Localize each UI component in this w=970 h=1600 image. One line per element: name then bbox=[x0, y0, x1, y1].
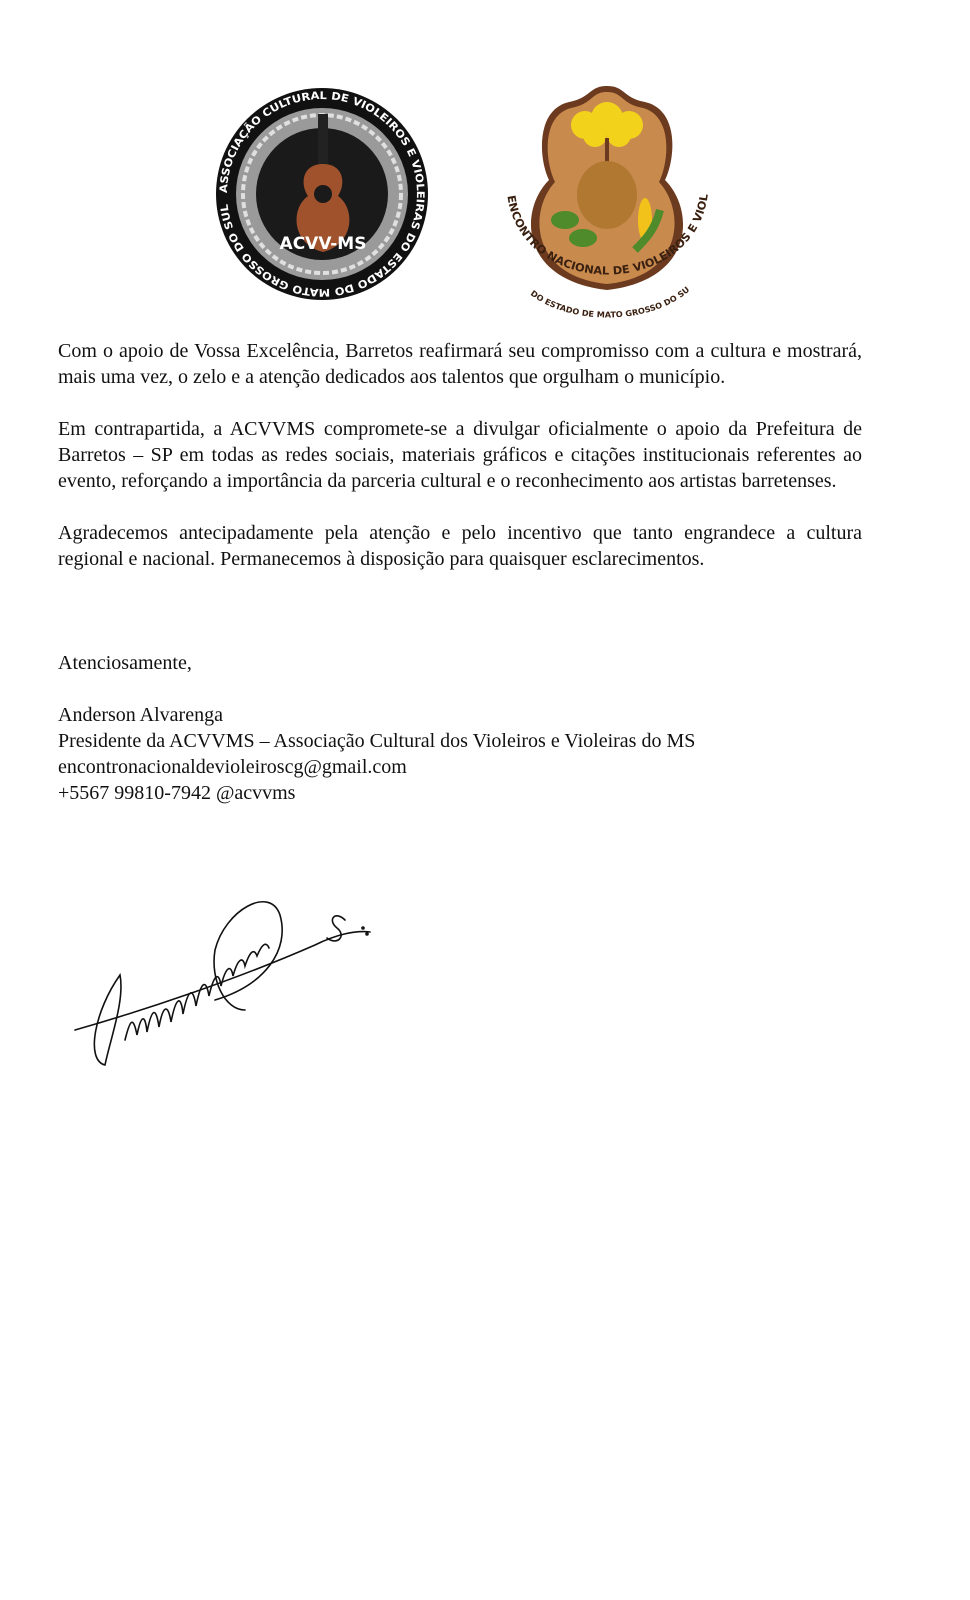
logos-header bbox=[0, 78, 970, 328]
handwritten-signature bbox=[65, 890, 385, 1075]
signer-contact: +5567 99810-7942 @acvvms bbox=[58, 782, 296, 804]
letter-body bbox=[58, 338, 862, 806]
signer-block bbox=[58, 702, 862, 806]
signer-name: Anderson Alvarenga bbox=[58, 704, 223, 726]
paragraph: Com o apoio de Vossa Excelência, Barretos reafirmará seu compromisso com a cultura e mostrará, mais uma vez, o zelo e a atenção dedicados aos talentos que orgulham o município. bbox=[58, 340, 862, 388]
paragraph: Agradecemos antecipadamente pela atenção e pelo incentivo que tanto engrandece a cultura regional e nacional. Permanecemos à disposição para quaisquer esclarecimentos. bbox=[58, 522, 862, 570]
closing: Atenciosamente, bbox=[58, 652, 192, 674]
signer-email: encontronacionaldevioleiroscg@gmail.com bbox=[58, 756, 407, 778]
signer-title: Presidente da ACVVMS – Associação Cultural dos Violeiros e Violeiras do MS bbox=[58, 730, 696, 752]
acvv-ms-logo bbox=[212, 84, 432, 304]
paragraph: Em contrapartida, a ACVVMS compromete-se a divulgar oficialmente o apoio da Prefeitura de Barretos – SP em todas as redes sociais, materiais gráficos e citações institucionais referentes ao evento, reforçando a importância da parceria cultural e o reconhecimento aos artistas barretenses. bbox=[58, 418, 862, 492]
encontro-nacional-logo bbox=[495, 80, 720, 330]
